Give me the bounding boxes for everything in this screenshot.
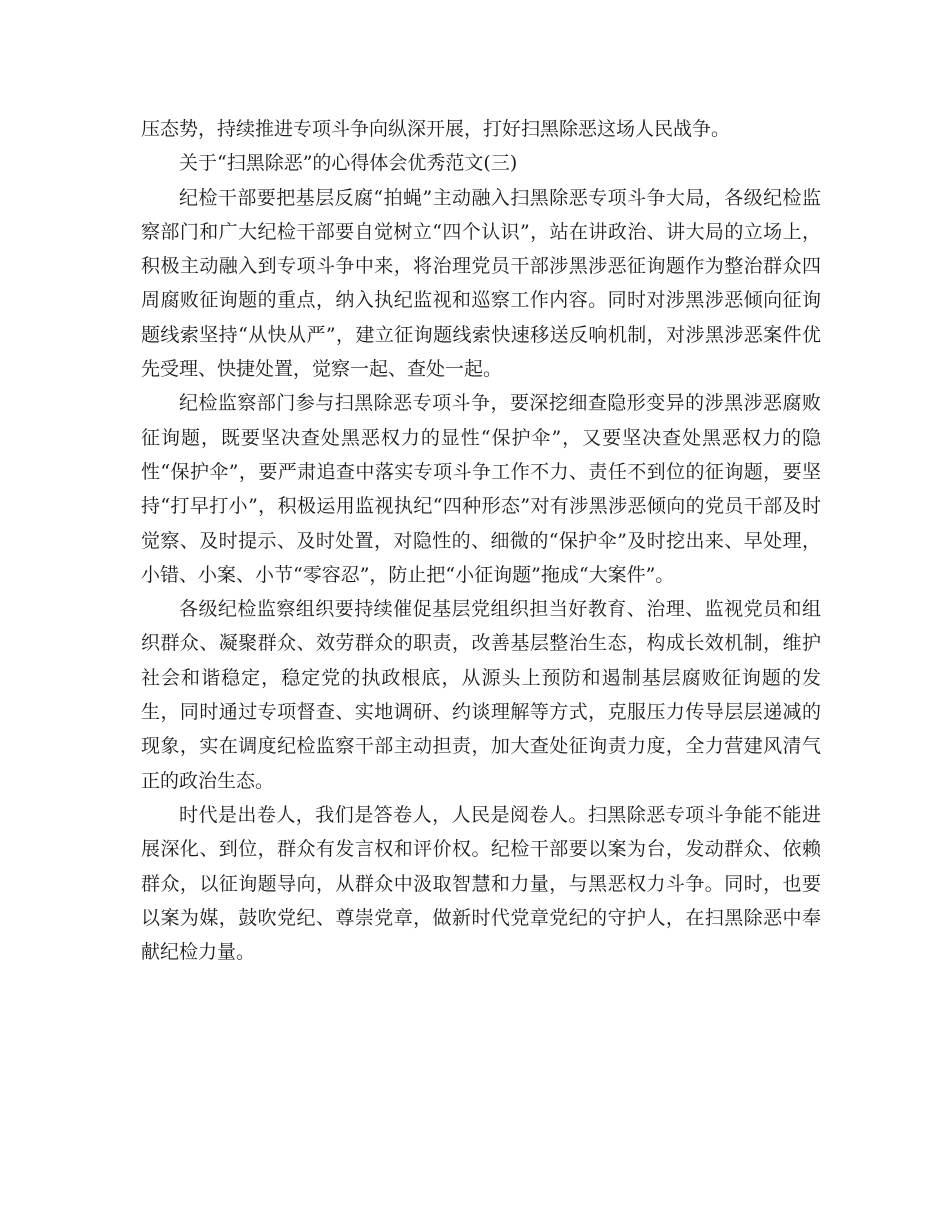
document-body bbox=[141, 112, 821, 969]
body-paragraph: 各级纪检监察组织要持续催促基层党组织担当好教育、治理、监视党员和组织群众、凝聚群众、效劳群众的职责，改善基层整治生态，构成长效机制，维护社会和谐稳定，稳定党的执政根底，从源头上预防和遏制基层腐败征询题的发生，同时通过专项督查、实地调研、约谈理解等方式，克服压力传导层层递减的现象，实在调度纪检监察干部主动担责，加大查处征询责力度，全力营建风清气正的政治生态。 bbox=[141, 598, 821, 792]
body-paragraph: 时代是出卷人，我们是答卷人，人民是阅卷人。扫黑除恶专项斗争能不能进展深化、到位，群众有发言权和评价权。纪检干部要以案为台，发动群众、依赖群众，以征询题导向，从群众中汲取智慧和力量，与黑恶权力斗争。同时，也要以案为媒，鼓吹党纪、尊崇党章，做新时代党章党纪的守护人，在扫黑除恶中奉献纪检力量。 bbox=[141, 803, 821, 964]
body-paragraph: 纪检干部要把基层反腐“拍蝇”主动融入扫黑除恶专项斗争大局，各级纪检监察部门和广大纪检干部要自觉树立“四个认识”，站在讲政治、讲大局的立场上，积极主动融入到专项斗争中来，将治理党员干部涉黑涉恶征询题作为整治群众四周腐败征询题的重点，纳入执纪监视和巡察工作内容。同时对涉黑涉恶倾向征询题线索坚持“从快从严”，建立征询题线索快速移送反响机制，对涉黑涉恶案件优先受理、快捷处置，觉察一起、查处一起。 bbox=[141, 186, 821, 381]
section-heading: 关于“扫黑除恶”的心得体会优秀范文(三) bbox=[179, 152, 518, 175]
continued-paragraph: 压态势，持续推进专项斗争向纵深开展，打好扫黑除恶这场人民战争。 bbox=[141, 118, 731, 140]
body-paragraph: 纪检监察部门参与扫黑除恶专项斗争，要深挖细查隐形变异的涉黑涉恶腐败征询题，既要坚决查处黑恶权力的显性“保护伞”，又要坚决查处黑恶权力的隐性“保护伞”，要严肃追查中落实专项斗争工作不力、责任不到位的征询题，要坚持“打早打小”，积极运用监视执纪“四种形态”对有涉黑涉恶倾向的党员干部及时觉察、及时提示、及时处置，对隐性的、细微的“保护伞”及时挖出来、早处理，小错、小案、小节“零容忍”，防止把“小征询题”拖成“大案件”。 bbox=[141, 392, 821, 586]
